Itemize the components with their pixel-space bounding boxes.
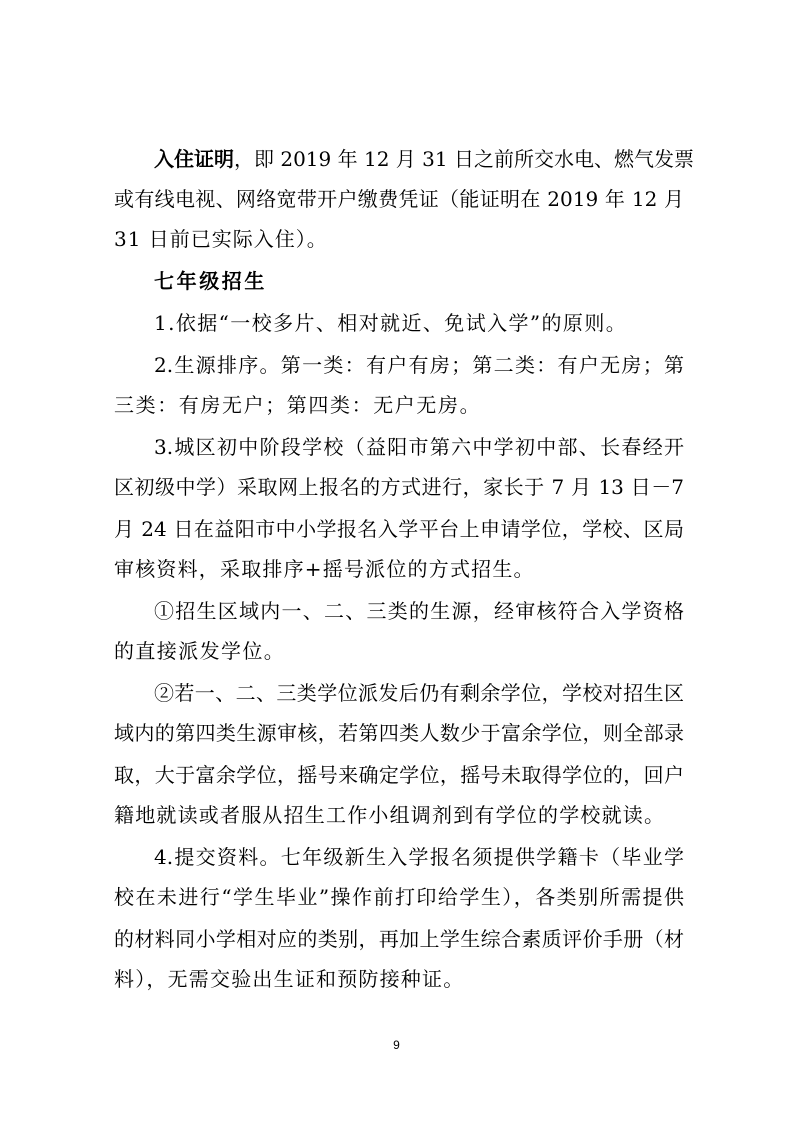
item-4-line-2: 校在未进行“学生毕业”操作前打印给学生），各类别所需提供	[114, 885, 684, 909]
item-3-line-1: 3.城区初中阶段学校（益阳市第六中学初中部、长春经开	[154, 435, 684, 459]
item-3-line-4: 审核资料，采取排序+摇号派位的方式招生。	[114, 557, 535, 581]
sub-2-line-3: 取，大于富余学位，摇号来确定学位，摇号未取得学位的，回户	[114, 763, 684, 787]
para-residence-line-2: 或有线电视、网络宽带开户缴费凭证（能证明在 2019 年 12 月	[114, 187, 684, 211]
item-3-line-2: 区初级中学）采取网上报名的方式进行，家长于 7 月 13 日－7	[114, 475, 684, 499]
item-4-line-3: 的材料同小学相对应的类别，再加上学生综合素质评价手册（材	[114, 927, 684, 951]
sub-2-line-2: 域内的第四类生源审核，若第四类人数少于富余学位，则全部录	[114, 721, 684, 745]
item-1-line-1: 1.依据“一校多片、相对就近、免试入学”的原则。	[154, 311, 628, 335]
item-2-line-2: 三类：有房无户；第四类：无户无房。	[114, 393, 482, 417]
item-2-line-1: 2.生源排序。第一类：有户有房；第二类：有户无房；第	[154, 353, 684, 377]
sub-1-line-1: ①招生区域内一、二、三类的生源，经审核符合入学资格	[154, 599, 684, 623]
sub-2-line-1: ②若一、二、三类学位派发后仍有剩余学位，学校对招生区	[154, 681, 684, 705]
section-heading: 七年级招生	[154, 269, 267, 293]
sub-2-line-4: 籍地就读或者服从招生工作小组调剂到有学位的学校就读。	[114, 803, 666, 827]
page-number: 9	[393, 1038, 400, 1052]
para-residence-line-3: 31 日前已实际入住）。	[114, 227, 328, 251]
item-4-line-4: 料），无需交验出生证和预防接种证。	[114, 967, 465, 991]
residence-proof-term: 入住证明	[154, 147, 234, 171]
para-residence-line-1	[154, 139, 694, 179]
item-4-line-1: 4.提交资料。七年级新生入学报名须提供学籍卡（毕业学	[154, 845, 684, 869]
residence-proof-text: ，即 2019 年 12 月 31 日之前所交水电、燃气发票	[234, 147, 694, 171]
sub-1-line-2: 的直接派发学位。	[114, 639, 286, 663]
item-3-line-3: 月 24 日在益阳市中小学报名入学平台上申请学位，学校、区局	[114, 517, 684, 541]
